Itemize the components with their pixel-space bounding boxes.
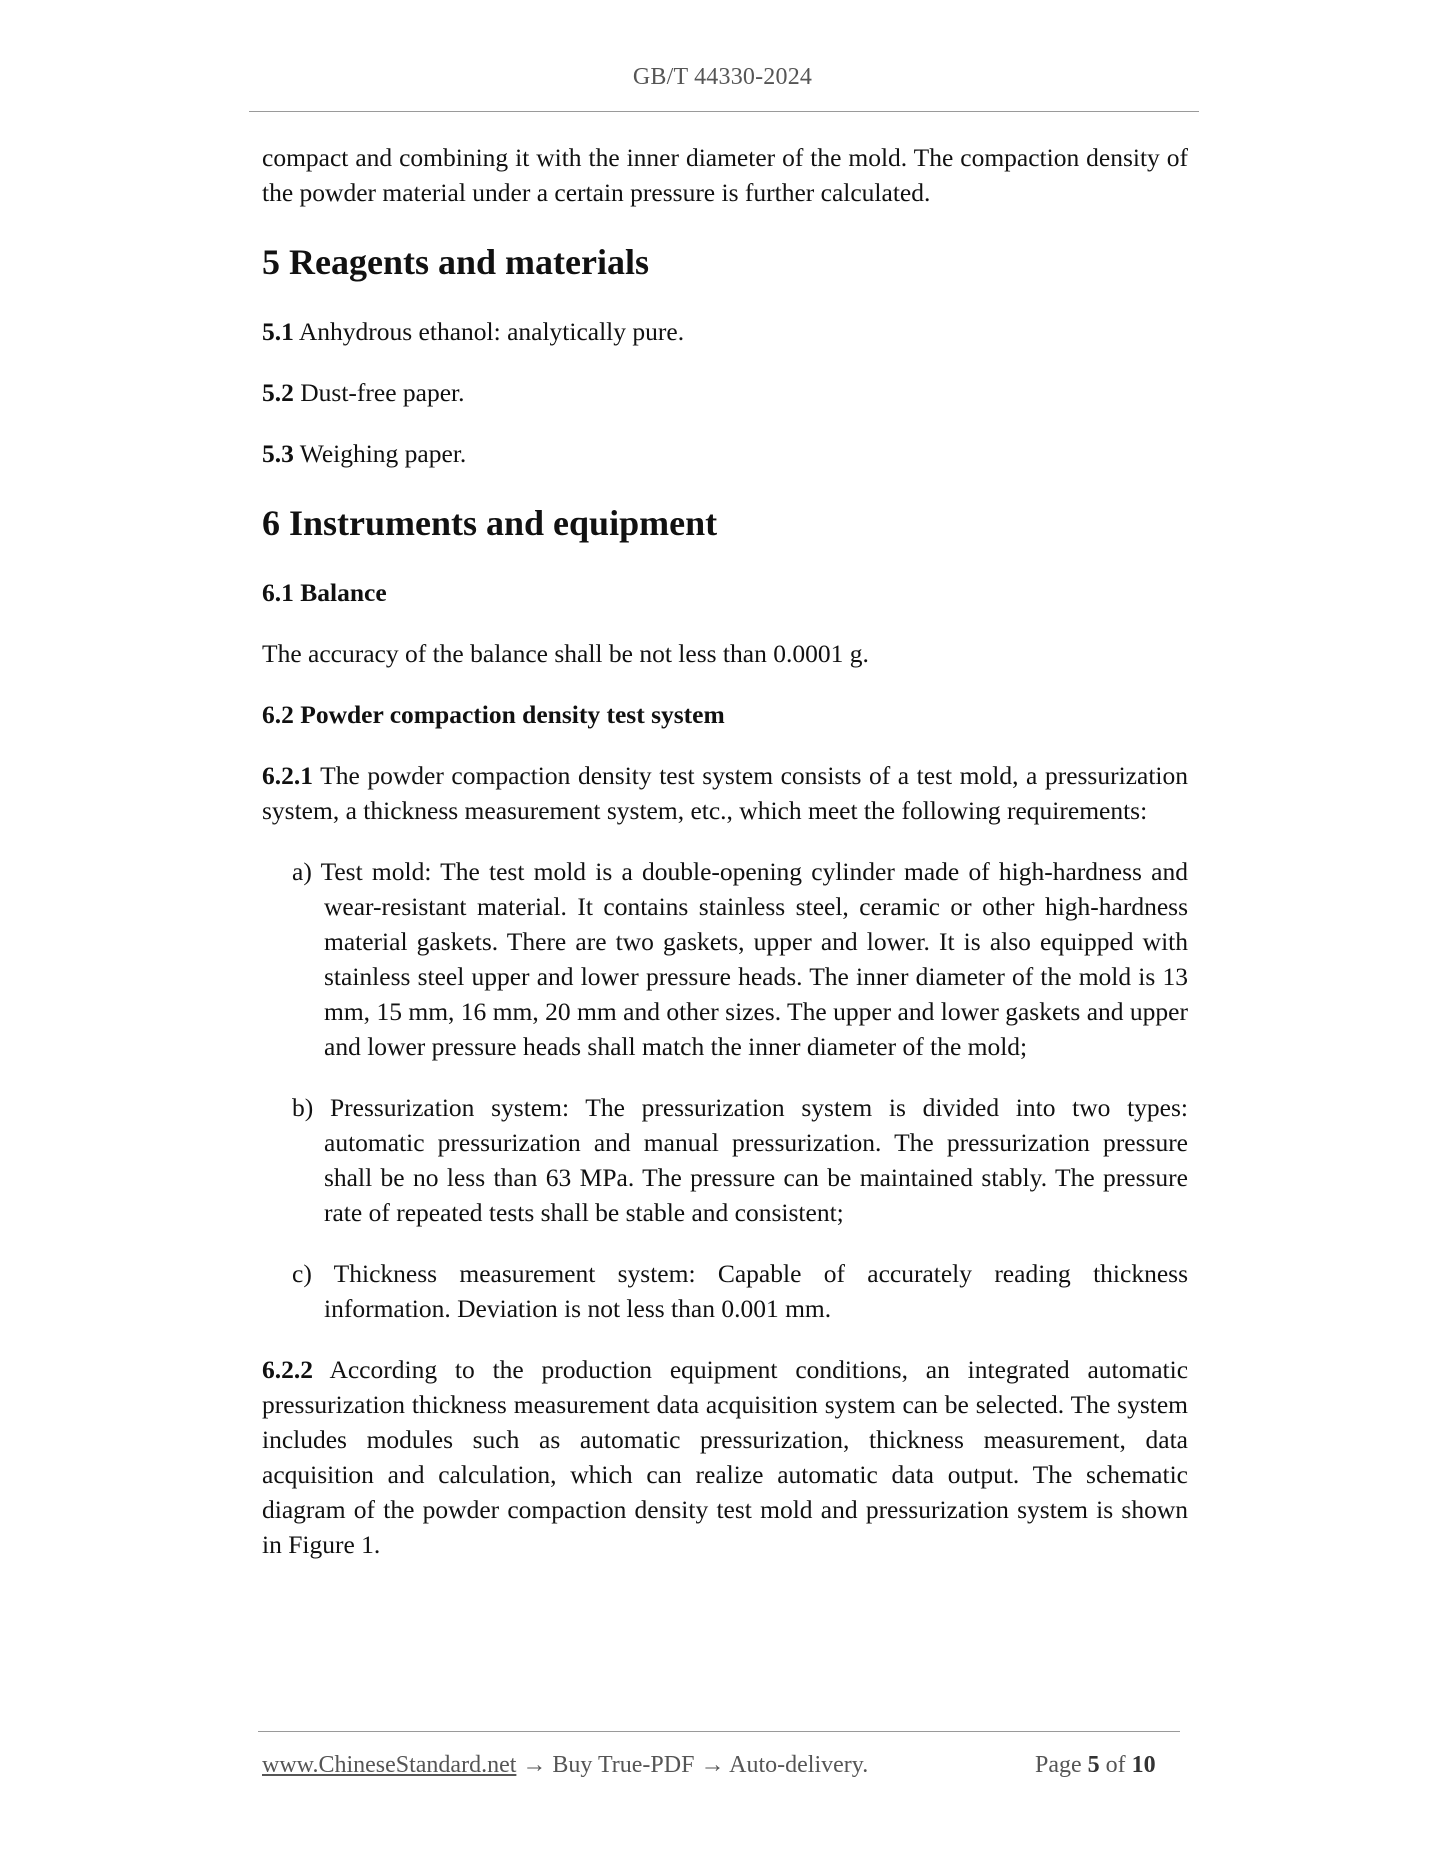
intro-paragraph: compact and combining it with the inner diameter of the mold. The compaction density of the powder material under a certain pressure is further calculated. [262,143,1188,207]
clause-number: 6.2.2 [262,1355,313,1384]
item-text: Anhydrous ethanol: analytically pure. [298,317,685,346]
page-total: 10 [1131,1752,1156,1778]
section-5-heading: 5 Reagents and materials [262,242,649,282]
item-number: 5.2 [262,378,294,407]
section-6-2-heading: 6.2 Powder compaction density test system [262,700,725,729]
clause-number: 6.2.1 [262,761,313,790]
page-label: Page [1035,1752,1082,1778]
item-5-2 [262,375,1188,410]
page-current: 5 [1087,1752,1100,1778]
section-6-1-text: The accuracy of the balance shall be not less than 0.0001 g. [262,639,869,668]
buy-true-pdf-text: Buy True-PDF [552,1752,695,1778]
item-text: Dust-free paper. [300,378,465,407]
page-content [262,140,1188,1562]
list-item-b [262,1090,1188,1230]
list-label: b) [292,1093,314,1122]
page-of-label: of [1105,1752,1126,1778]
list-label: c) [292,1259,312,1288]
section-6-1-heading: 6.1 Balance [262,578,387,607]
list-text: Pressurization system: The pressurization system is divided into two types: automatic pressurization and manual pressurization. The pressurization pressure shall be no less than 63 MPa. The pressure can be maintained stably. The pressure rate of repeated tests shall be stable and consistent; [324,1093,1188,1227]
footer-divider [258,1731,1180,1732]
document-standard-number: GB/T 44330-2024 [632,64,813,90]
section-6-2-2-paragraph [262,1352,1188,1562]
auto-delivery-text: Auto-delivery. [729,1752,869,1778]
item-5-3 [262,436,1188,471]
arrow-right-icon: → [700,1752,725,1778]
list-item-a [262,854,1188,1064]
list-item-c [262,1256,1188,1326]
list-label: a) [292,857,312,886]
arrow-right-icon: → [522,1752,547,1778]
item-number: 5.3 [262,439,294,468]
page-indicator [1035,1752,1156,1779]
header-divider [249,111,1199,112]
clause-text: According to the production equipment conditions, an integrated automatic pressurization thickness measurement data acquisition system can be selected. The system includes modules such as automatic pressurization, thickness measurement, data acquisition and calculation, which can realize automatic data output. The schematic diagram of the powder compaction density test mold and pressurization system is shown in Figure 1. [262,1355,1189,1559]
list-text: Test mold: The test mold is a double-opening cylinder made of high-hardness and wear-resistant material. It contains stainless steel, ceramic or other high-hardness material gaskets. There are two gaskets, upper and lower. It is also equipped with stainless steel upper and lower pressure heads. The inner diameter of the mold is 13 mm, 15 mm, 16 mm, 20 mm and other sizes. The upper and lower gaskets and upper and lower pressure heads shall match the inner diameter of the mold; [320,857,1188,1061]
section-6-2-1-paragraph [262,758,1188,828]
section-6-heading: 6 Instruments and equipment [262,503,718,543]
item-5-1 [262,314,1188,349]
clause-text: The powder compaction density test system consists of a test mold, a pressurization system, a thickness measurement system, etc., which meet the following requirements: [262,761,1188,825]
chinesestandard-link[interactable]: www.ChineseStandard.net [262,1752,517,1778]
list-text: Thickness measurement system: Capable of accurately reading thickness information. Deviation is not less than 0.001 mm. [324,1259,1188,1323]
item-number: 5.1 [262,317,294,346]
footer-promo [262,1752,868,1779]
item-text: Weighing paper. [299,439,467,468]
